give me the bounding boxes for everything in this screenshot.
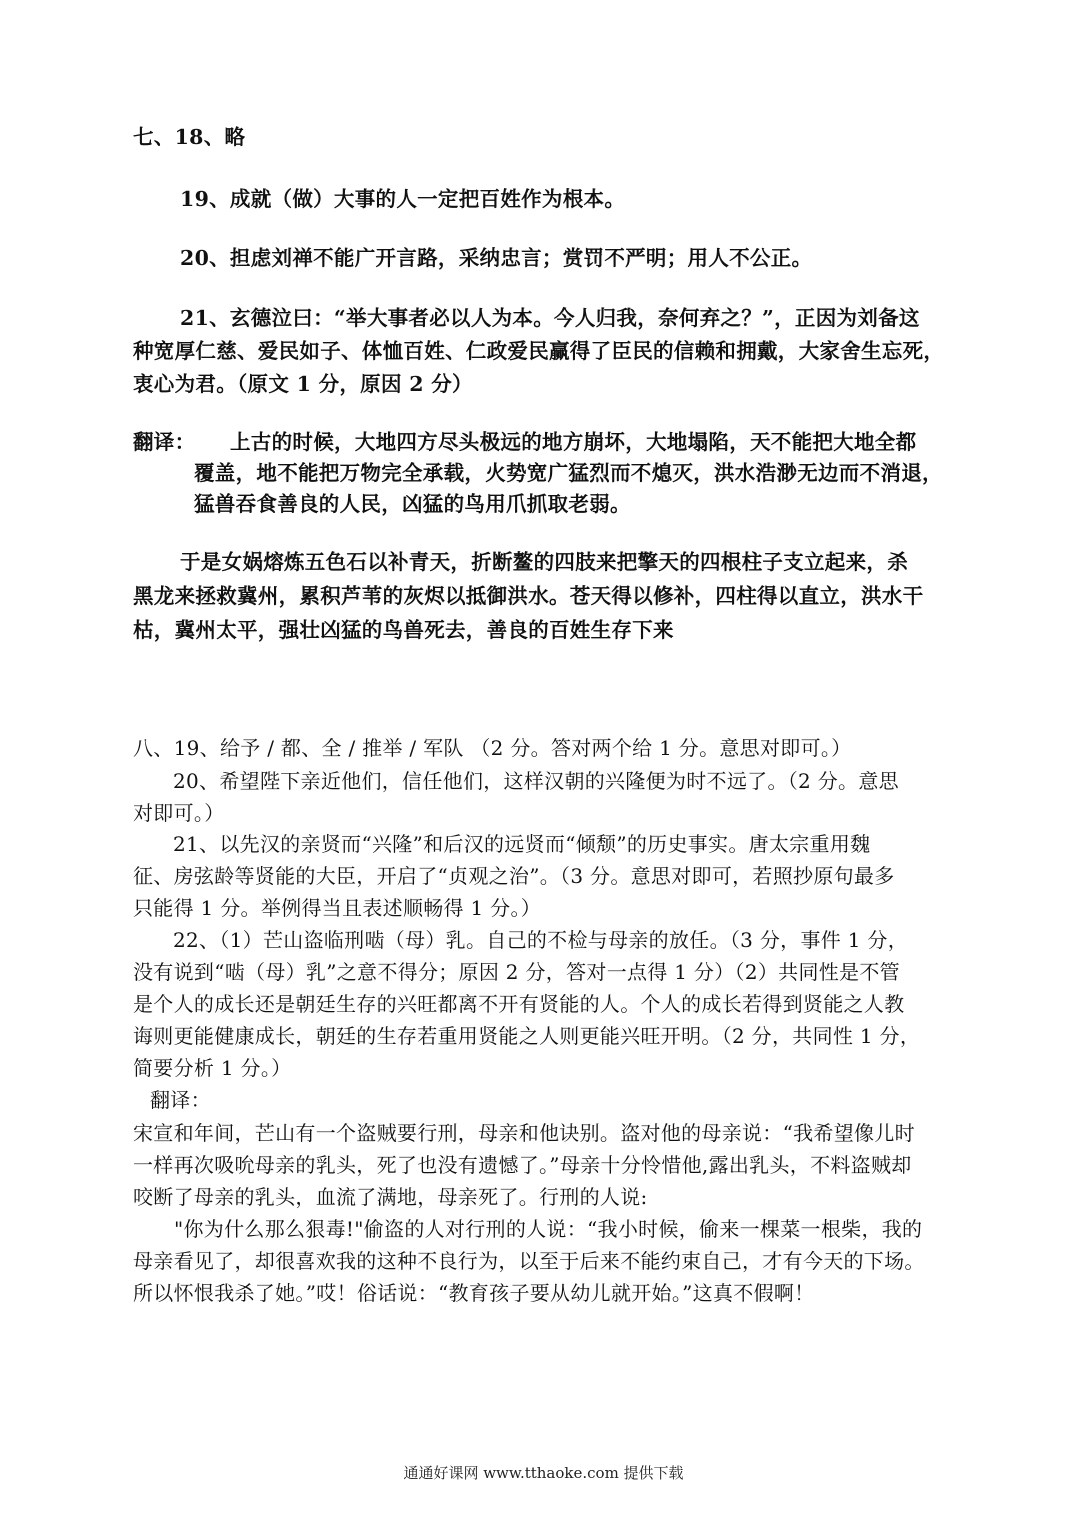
translation-7b-line-1: 于是女娲熔炼五色石以补青天，折断鳌的四肢来把擎天的四根柱子支立起来，杀 [180, 550, 908, 574]
translation-8-line-5: 母亲看见了，却很喜欢我的这种不良行为，以至于后来不能约束自己，才有今天的下场。 [133, 1249, 925, 1273]
answer-7-18: 七、18、略 [133, 125, 246, 149]
translation-label-7: 翻译： [133, 430, 196, 454]
page-footer: 通通好课网 www.tthaoke.com 提供下载 [403, 1464, 684, 1482]
translation-7-line-1: 上古的时候，大地四方尽头极远的地方崩坏，大地塌陷，天不能把大地全都 [230, 430, 917, 454]
translation-8-line-1: 宋宣和年间，芒山有一个盗贼要行刑，母亲和他诀别。盗对他的母亲说：“我希望像儿时 [133, 1121, 915, 1145]
answer-7-21-line-1: 21、玄德泣曰：“举大事者必以人为本。今人归我，奈何弃之？”，正因为刘备这 [180, 306, 920, 330]
translation-8-line-4: "你为什么那么狠毒!"偷盗的人对行刑的人说：“我小时候，偷来一棵菜一根柴，我的 [174, 1217, 923, 1241]
translation-7b-line-3: 枯，冀州太平，强壮凶猛的鸟兽死去，善良的百姓生存下来 [133, 618, 674, 642]
translation-8-line-2: 一样再次吸吮母亲的乳头，死了也没有遗憾了。”母亲十分怜惜他,露出乳头，不料盗贼却 [133, 1153, 912, 1177]
translation-8-line-6: 所以怀恨我杀了她。”哎！俗话说：“教育孩子要从幼儿就开始。”这真不假啊！ [133, 1281, 815, 1305]
answer-7-20: 20、担虑刘禅不能广开言路，采纳忠言；赏罚不严明；用人不公正。 [180, 246, 813, 270]
answer-8-20-line-2: 对即可。） [133, 801, 225, 825]
answer-8-21-line-2: 征、房弦龄等贤能的大臣，开启了“贞观之治”。（3 分。意思对即可，若照抄原句最多 [133, 864, 895, 888]
translation-7-line-2: 覆盖，地不能把万物完全承载，火势宽广猛烈而不熄灭，洪水浩渺无边而不消退， [194, 461, 943, 485]
answer-8-22-line-1: 22、（1）芒山盗临刑啮（母）乳。自己的不检与母亲的放任。（3 分，事件 1 分， [173, 928, 908, 952]
translation-8-line-3: 咬断了母亲的乳头，血流了满地，母亲死了。行刑的人说: [133, 1185, 648, 1209]
translation-7b-line-2: 黑龙来拯救冀州，累积芦苇的灰烬以抵御洪水。苍天得以修补，四柱得以直立，洪水干 [133, 584, 924, 608]
answer-8-22-line-4: 诲则更能健康成长，朝廷的生存若重用贤能之人则更能兴旺开明。（2 分，共同性 1 分， [133, 1024, 921, 1048]
answer-8-20-line-1: 20、希望陛下亲近他们，信任他们，这样汉朝的兴隆便为时不远了。（2 分。意思 [173, 769, 899, 793]
answer-8-21-line-3: 只能得 1 分。举例得当且表述顺畅得 1 分。） [133, 896, 542, 920]
answer-8-21-line-1: 21、以先汉的亲贤而“兴隆”和后汉的远贤而“倾颓”的历史事实。唐太宗重用魏 [173, 832, 871, 856]
answer-7-21-line-2: 种宽厚仁慈、爱民如子、体恤百姓、仁政爱民赢得了臣民的信赖和拥戴，大家舍生忘死， [133, 339, 945, 363]
answer-7-19: 19、成就（做）大事的人一定把百姓作为根本。 [180, 187, 626, 211]
answer-8-19: 八、19、给予 / 都、全 / 推举 / 军队 （2 分。答对两个给 1 分。意思对即可。） [133, 736, 852, 760]
answer-8-22-line-5: 简要分析 1 分。） [133, 1056, 292, 1080]
answer-7-21-line-3: 衷心为君。（原文 1 分，原因 2 分） [133, 372, 473, 396]
answer-8-22-line-3: 是个人的成长还是朝廷生存的兴旺都离不开有贤能的人。个人的成长若得到贤能之人教 [133, 992, 905, 1016]
answer-8-22-line-2: 没有说到“啮（母）乳”之意不得分；原因 2 分，答对一点得 1 分）（2）共同性是不管 [133, 960, 900, 984]
translation-7-line-3: 猛兽吞食善良的人民，凶猛的鸟用爪抓取老弱。 [194, 492, 631, 516]
translation-label-8: 翻译： [150, 1088, 211, 1112]
